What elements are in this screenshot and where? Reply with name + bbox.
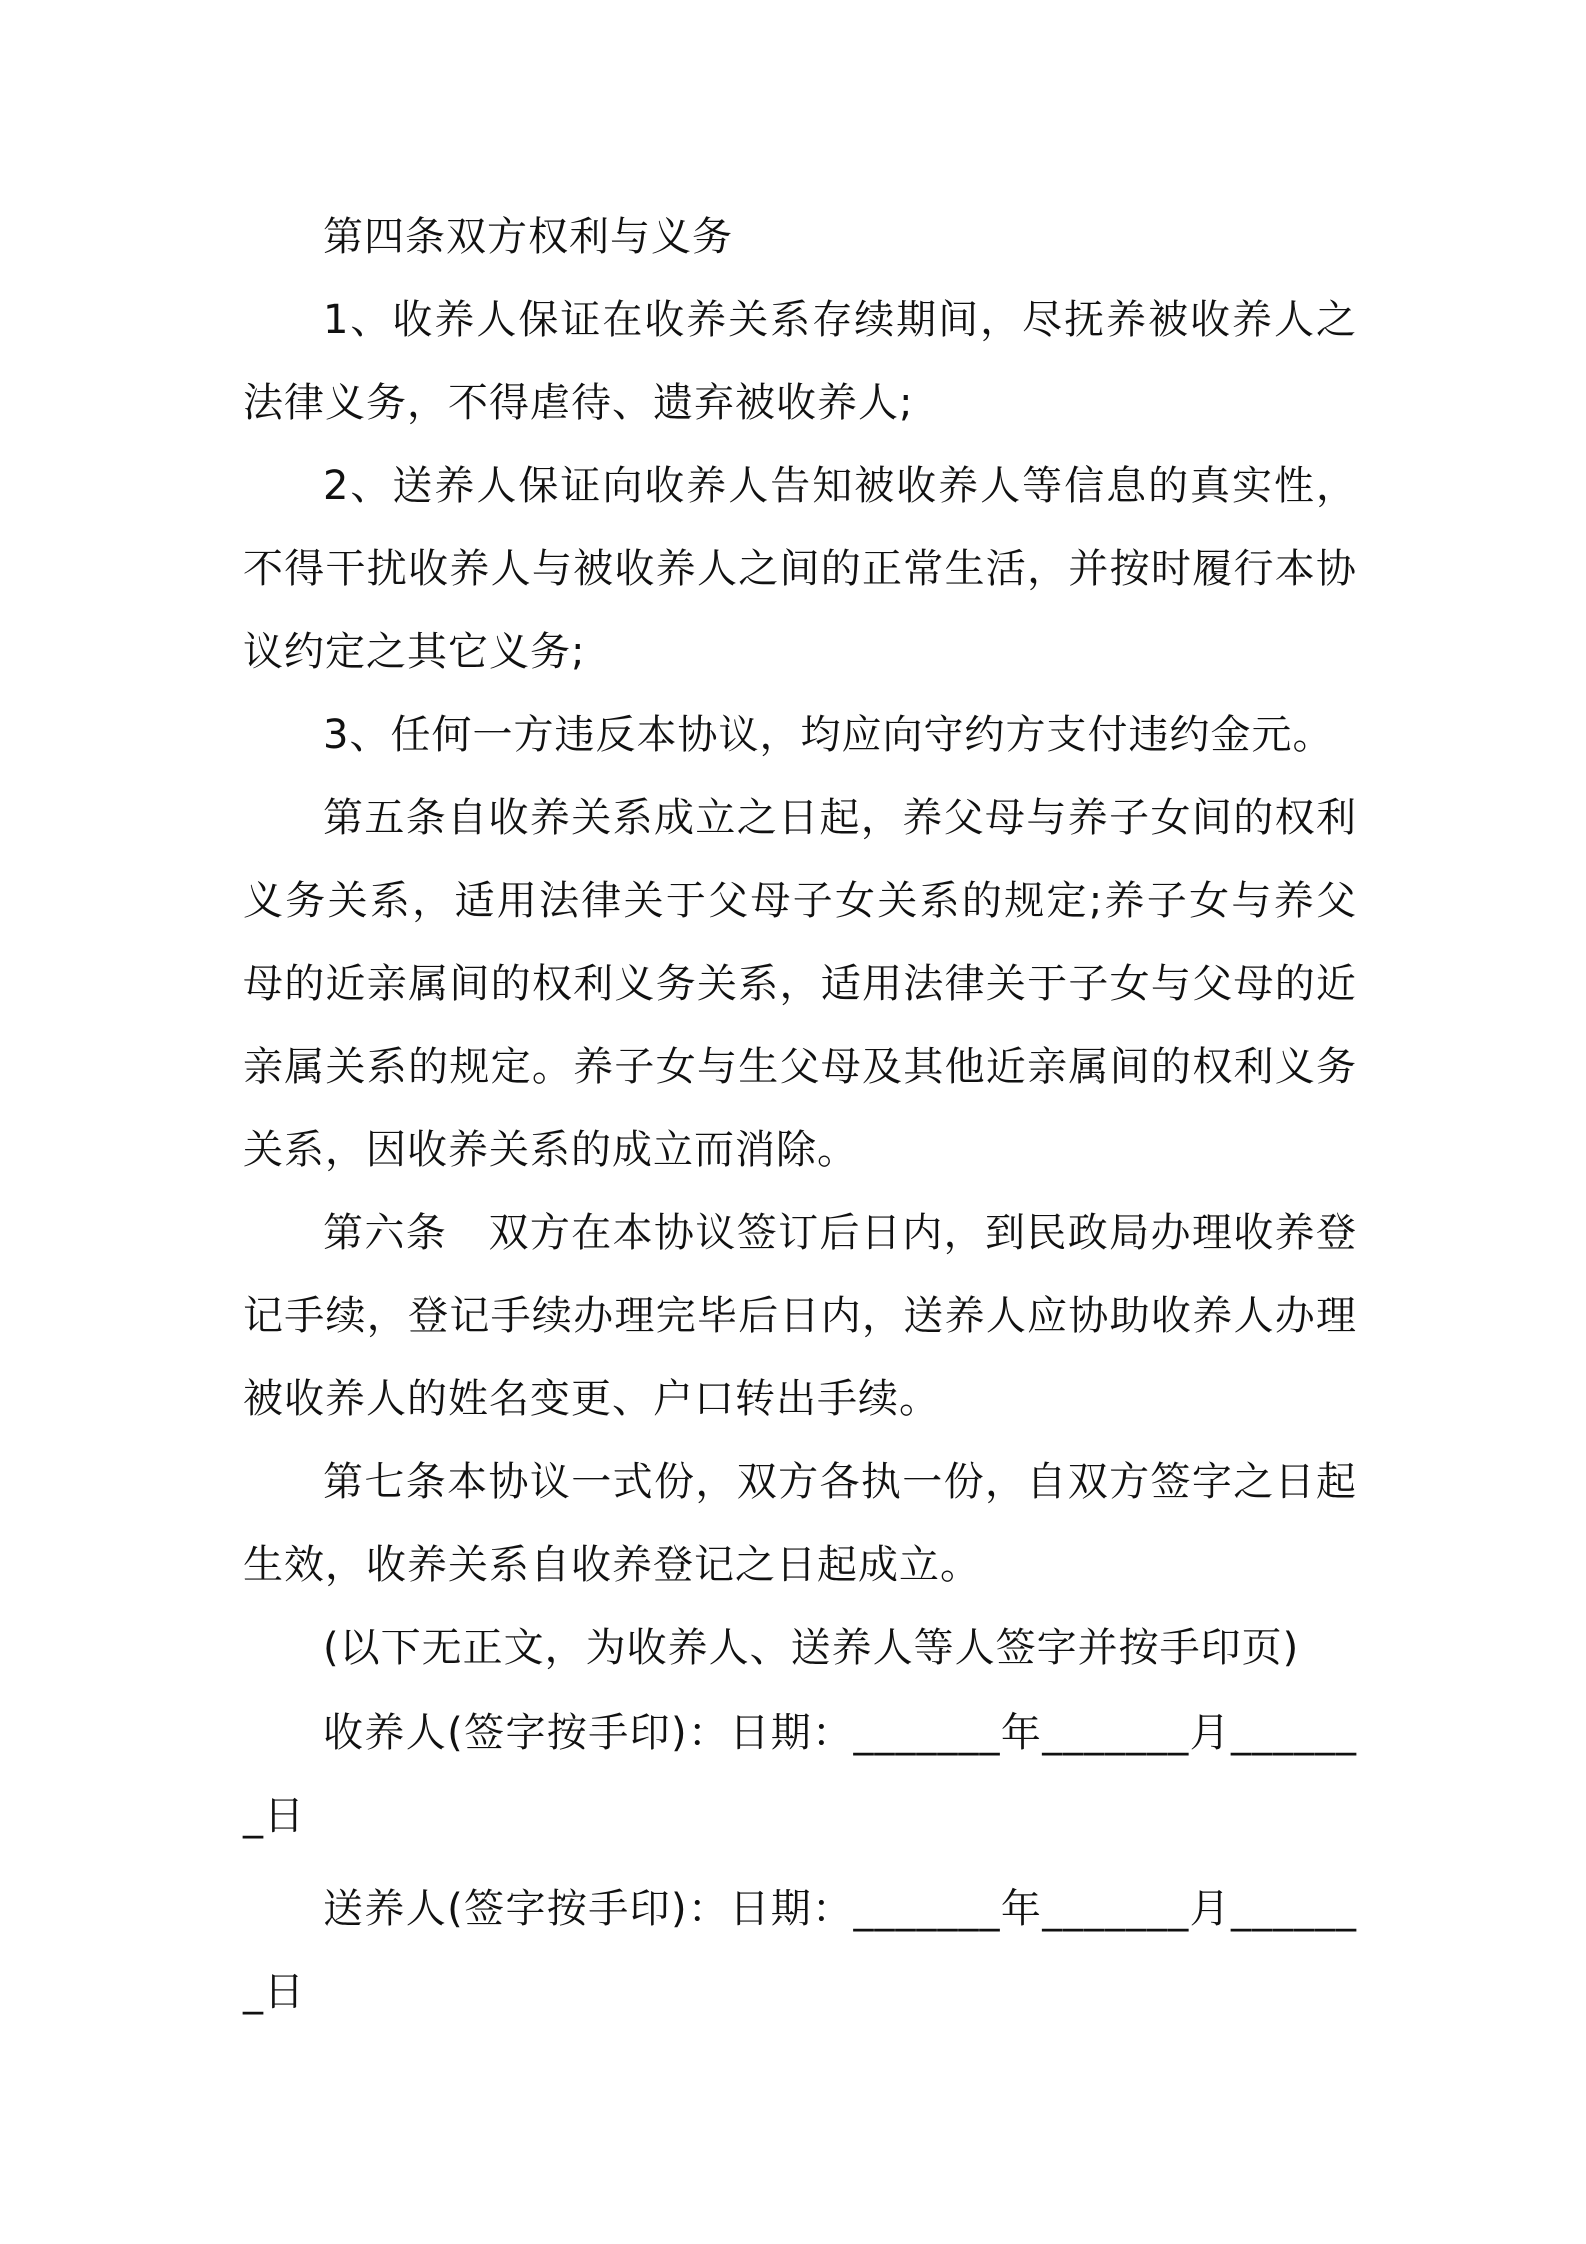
article-7: 第七条本协议一式份，双方各执一份，自双方签字之日起生效，收养关系自收养登记之日起成立。	[243, 1459, 1357, 1588]
signature-spacer	[243, 1858, 1357, 1866]
article-5: 第五条自收养关系成立之日起，养父母与养子女间的权利义务关系，适用法律关于父母子女关系的规定;养子女与养父母的近亲属间的权利义务关系，适用法律关于子女与父母的近亲属关系的规定。养子女与生父母及其他近亲属间的权利义务关系，因收养关系的成立而消除。	[243, 795, 1357, 1173]
article-6: 第六条 双方在本协议签订后日内，到民政局办理收养登记手续，登记手续办理完毕后日内，送养人应协助收养人办理被收养人的姓名变更、户口转出手续。	[243, 1210, 1357, 1422]
article-4-clause-2: 2、送养人保证向收养人告知被收养人等信息的真实性，不得干扰收养人与被收养人之间的正常生活，并按时履行本协议约定之其它义务;	[243, 463, 1357, 675]
giver-signature-line: 送养人(签字按手印)：日期：_______年_______月_______日	[243, 1886, 1357, 2015]
adopter-signature-line: 收养人(签字按手印)：日期：_______年_______月_______日	[243, 1710, 1357, 1839]
no-further-text-note: (以下无正文，为收养人、送养人等人签字并按手印页)	[323, 1625, 1300, 1671]
document-page	[243, 196, 1357, 2034]
article-4-title: 第四条双方权利与义务	[323, 214, 733, 260]
article-4-clause-1: 1、收养人保证在收养关系存续期间，尽抚养被收养人之法律义务，不得虐待、遗弃被收养人;	[243, 297, 1357, 426]
article-4-clause-3: 3、任何一方违反本协议，均应向守约方支付违约金元。	[323, 712, 1334, 758]
